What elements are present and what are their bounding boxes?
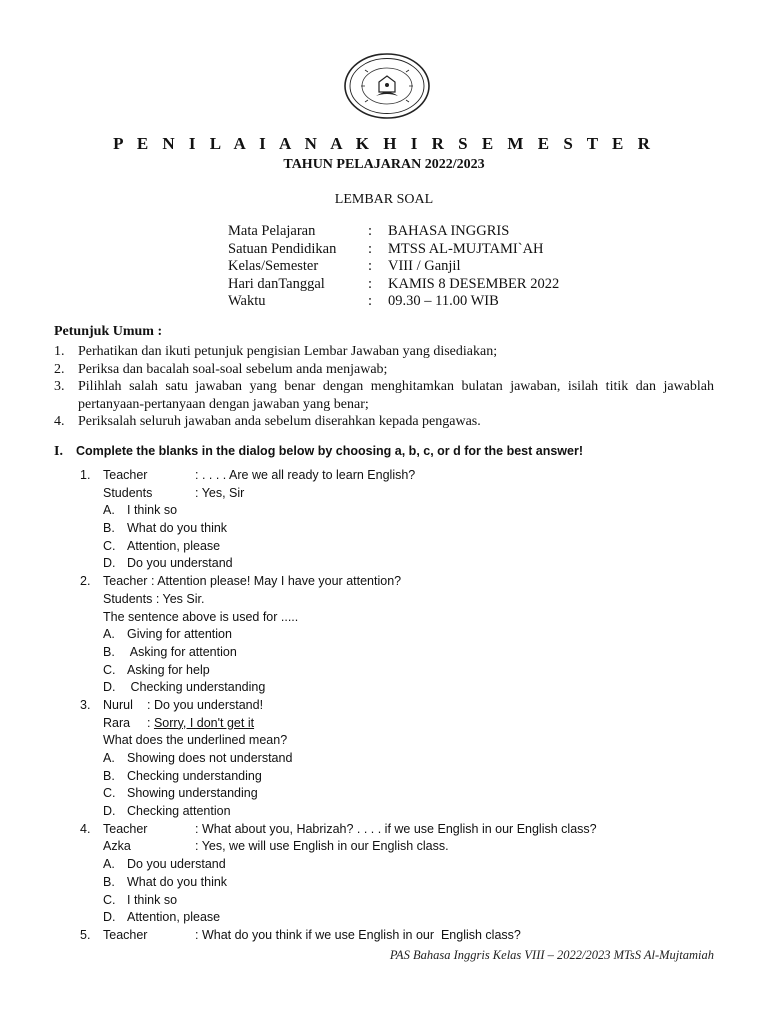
dialog-line: Teacher : Attention please! May I have your attention? xyxy=(103,574,402,589)
dialog-line: Students : Yes Sir. xyxy=(103,591,205,606)
info-label: Hari danTanggal xyxy=(228,275,325,292)
instruction-text: Perhatikan dan ikuti petunjuk pengisian Lembar Jawaban yang disediakan; xyxy=(78,344,498,359)
speaker: Teacher xyxy=(103,927,148,942)
instructions-heading: Petunjuk Umum : xyxy=(54,324,163,339)
option-text: Checking understanding xyxy=(127,680,266,695)
question-number: 3. xyxy=(80,697,91,712)
seal-icon xyxy=(343,52,431,120)
instruction-number: 1. xyxy=(54,344,65,359)
option-letter: C. xyxy=(103,892,116,907)
option-letter: A. xyxy=(103,503,115,518)
option-text: Showing understanding xyxy=(127,786,258,801)
prompt-text: The sentence above is used for ..... xyxy=(103,609,299,624)
info-label: Mata Pelajaran xyxy=(228,223,316,239)
question-number: 2. xyxy=(80,574,91,589)
option-letter: D. xyxy=(103,556,116,571)
option-letter: B. xyxy=(103,521,115,536)
option-letter: B. xyxy=(103,644,115,659)
option-letter: D. xyxy=(103,680,116,695)
section-heading xyxy=(54,444,583,460)
academic-year: TAHUN PELAJARAN 2022/2023 xyxy=(283,157,485,172)
speaker: Nurul xyxy=(103,697,133,712)
info-label: Waktu xyxy=(228,293,266,309)
dialog-line: : . . . . Are we all ready to learn English? xyxy=(195,468,416,482)
instruction-text: Pilihlah salah satu jawaban yang benar dengan menghitamkan bulatan jawaban, isilah titik dan jawablah pertanyaan-pertanyaan dengan jawaban yang benar; xyxy=(78,379,714,412)
option-text: Showing does not understand xyxy=(127,751,293,765)
info-colon: : xyxy=(368,240,373,257)
info-label: Satuan Pendidikan xyxy=(228,240,337,257)
option-text: Checking attention xyxy=(127,804,231,819)
info-value: 09.30 – 11.00 WIB xyxy=(388,293,499,309)
info-colon: : xyxy=(368,258,373,274)
option-letter: A. xyxy=(103,751,115,765)
prompt-text: What does the underlined mean? xyxy=(103,733,288,748)
option-text: Checking understanding xyxy=(127,768,262,783)
option-text: What do you think xyxy=(127,521,228,536)
info-value: VIII / Ganjil xyxy=(388,258,461,274)
option-text: What do you think xyxy=(127,874,228,889)
school-seal-logo xyxy=(343,52,431,120)
option-text: Do you understand xyxy=(127,556,233,571)
speaker: Students xyxy=(103,485,153,500)
option-letter: B. xyxy=(103,768,115,783)
option-text: Do you uderstand xyxy=(127,857,226,872)
dialog-colon: : xyxy=(147,715,154,730)
instruction-item xyxy=(54,378,714,413)
dialog-line: : Do you understand! xyxy=(147,697,264,712)
instruction-item xyxy=(54,413,714,431)
info-colon: : xyxy=(368,275,373,292)
instruction-item xyxy=(54,361,714,379)
exam-info-table xyxy=(228,223,559,311)
option-text: Asking for attention xyxy=(127,644,237,659)
underlined-phrase: Sorry, I don't get it xyxy=(153,715,255,730)
instruction-text: Periksalah seluruh jawaban anda sebelum diserahkan kepada pengawas. xyxy=(78,414,481,429)
option-letter: C. xyxy=(103,662,116,677)
option-letter: D. xyxy=(103,804,116,819)
info-row-date xyxy=(228,276,559,294)
info-colon: : xyxy=(368,223,373,239)
info-value: BAHASA INGGRIS xyxy=(388,223,510,239)
option-text: I think so xyxy=(127,503,178,518)
question-number: 4. xyxy=(80,821,91,836)
instruction-number: 2. xyxy=(54,361,65,377)
instruction-item xyxy=(54,343,714,361)
option-letter: C. xyxy=(103,538,116,553)
info-row-time xyxy=(228,293,559,311)
info-row-school xyxy=(228,241,559,259)
instruction-number: 3. xyxy=(54,379,65,394)
option-text: Giving for attention xyxy=(127,627,232,642)
info-row-class xyxy=(228,258,559,276)
exam-title: P E N I L A I A N A K H I R S E M E S T E R xyxy=(113,134,655,153)
dialog-line: : What do you think if we use English in our English class? xyxy=(195,927,521,942)
page-footer: PAS Bahasa Inggris Kelas VIII – 2022/2023 MTsS Al-Mujtamiah xyxy=(389,948,714,962)
option-letter: D. xyxy=(103,910,116,925)
instruction-number: 4. xyxy=(54,414,65,429)
question-number: 5. xyxy=(80,927,91,942)
info-label: Kelas/Semester xyxy=(228,258,319,274)
info-colon: : xyxy=(368,293,373,309)
section-instruction: Complete the blanks in the dialog below by choosing a, b, c, or d for the best answer! xyxy=(76,444,584,458)
speaker: Teacher xyxy=(103,468,148,482)
instruction-text: Periksa dan bacalah soal-soal sebelum anda menjawab; xyxy=(78,361,388,377)
info-value: MTSS AL-MUJTAMI`AH xyxy=(388,240,544,257)
option-letter: A. xyxy=(103,857,115,872)
speaker: Teacher xyxy=(103,821,148,836)
option-text: I think so xyxy=(127,892,178,907)
speaker: Azka xyxy=(103,839,131,854)
sheet-title: LEMBAR SOAL xyxy=(334,192,434,207)
dialog-line: : Yes, Sir xyxy=(195,485,245,500)
section-number: I. xyxy=(54,444,63,459)
option-text: Attention, please xyxy=(127,538,221,553)
option-text: Asking for help xyxy=(127,662,210,677)
dialog-line: : Yes, we will use English in our English class. xyxy=(195,839,449,854)
option-text: Attention, please xyxy=(127,910,221,925)
option-letter: A. xyxy=(103,627,115,642)
speaker: Rara xyxy=(103,715,131,730)
info-value: KAMIS 8 DESEMBER 2022 xyxy=(388,275,560,292)
option-letter: C. xyxy=(103,786,116,801)
option-letter: B. xyxy=(103,874,115,889)
info-row-subject xyxy=(228,223,559,241)
instructions-list xyxy=(54,343,714,431)
dialog-line: : What about you, Habrizah? . . . . if we use English in our English class? xyxy=(195,821,597,836)
question-number: 1. xyxy=(80,468,91,482)
